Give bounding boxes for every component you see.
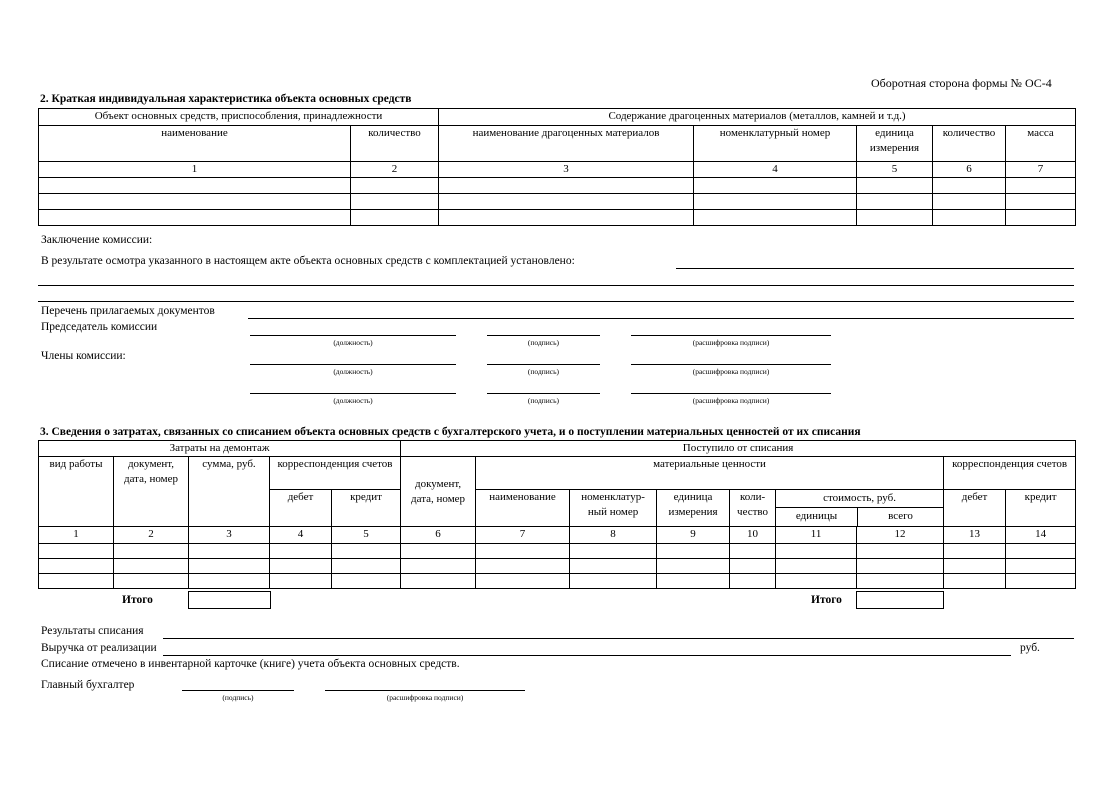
col-name: наименование	[39, 126, 351, 162]
cell[interactable]	[401, 559, 476, 574]
cell[interactable]	[270, 544, 332, 559]
rub-label: руб.	[1020, 642, 1040, 654]
col-material-cost	[776, 490, 944, 527]
cell[interactable]	[401, 574, 476, 589]
caption-position: (должность)	[333, 367, 373, 376]
total-received-box[interactable]	[856, 591, 944, 609]
caption-sign: (подпись)	[222, 693, 254, 702]
cell[interactable]	[351, 194, 439, 210]
member1-position-line[interactable]	[250, 364, 456, 365]
table-row	[39, 194, 1076, 210]
inspection-line-2[interactable]	[38, 285, 1074, 286]
cell[interactable]	[476, 559, 570, 574]
caption-sign: (подпись)	[527, 367, 560, 376]
cell[interactable]	[270, 574, 332, 589]
table-row	[39, 574, 1076, 589]
cell[interactable]	[730, 574, 776, 589]
cell[interactable]	[351, 178, 439, 194]
col-number: 3	[189, 527, 270, 544]
inspection-line[interactable]	[676, 268, 1074, 269]
cell[interactable]	[570, 574, 657, 589]
total-label-costs: Итого	[122, 594, 153, 606]
cell[interactable]	[1006, 178, 1076, 194]
col-number: 8	[570, 527, 657, 544]
caption-decode: (расшифровка подписи)	[692, 396, 770, 405]
table-row	[39, 210, 1076, 226]
col-number: 13	[944, 527, 1006, 544]
col-sum: сумма, руб.	[189, 457, 270, 527]
member1-decode-line[interactable]	[631, 364, 831, 365]
cell[interactable]	[270, 559, 332, 574]
table-row	[39, 559, 1076, 574]
cell[interactable]	[476, 544, 570, 559]
col-nomenclature: номенклатурный номер	[694, 126, 857, 162]
member2-decode-line[interactable]	[631, 393, 831, 394]
cell[interactable]	[857, 210, 933, 226]
cell[interactable]	[694, 194, 857, 210]
col-number: 12	[857, 527, 944, 544]
cell[interactable]	[570, 544, 657, 559]
col-number: 2	[114, 527, 189, 544]
col-doc: документ, дата, номер	[114, 457, 189, 527]
revenue-line[interactable]	[163, 655, 1011, 656]
cell[interactable]	[39, 194, 351, 210]
caption-sign: (подпись)	[527, 396, 560, 405]
cost-header: стоимость, руб.	[776, 490, 943, 508]
col-number: 7	[476, 527, 570, 544]
group-precious-header: Содержание драгоценных материалов (металлов, камней и т.д.)	[439, 109, 1076, 126]
cell[interactable]	[944, 544, 1006, 559]
col-unit-cost: единицы	[776, 508, 858, 526]
cell[interactable]	[39, 574, 114, 589]
col-number: 1	[39, 527, 114, 544]
col-number: 4	[694, 162, 857, 178]
cell[interactable]	[657, 574, 730, 589]
member2-sign-line[interactable]	[487, 393, 600, 394]
col-work: вид работы	[39, 457, 114, 527]
cell[interactable]	[189, 559, 270, 574]
col-total-cost: всего	[888, 510, 913, 522]
cell[interactable]	[933, 210, 1006, 226]
col-number: 4	[270, 527, 332, 544]
col-number: 6	[933, 162, 1006, 178]
cell[interactable]	[857, 574, 944, 589]
cell[interactable]	[857, 559, 944, 574]
member1-sign-line[interactable]	[487, 364, 600, 365]
caption-decode: (расшифровка подписи)	[692, 338, 770, 347]
col-credit: кредит	[332, 490, 401, 527]
cell[interactable]	[776, 574, 857, 589]
cell[interactable]	[730, 559, 776, 574]
cell[interactable]	[933, 194, 1006, 210]
group-received-header: Поступило от списания	[401, 441, 1076, 457]
col-correspondence-2: корреспонденция счетов	[944, 457, 1076, 490]
col-material-unit: единица измерения	[657, 490, 730, 527]
cell[interactable]	[39, 559, 114, 574]
cell[interactable]	[933, 178, 1006, 194]
cell[interactable]	[439, 210, 694, 226]
chairman-label: Председатель комиссии	[41, 321, 158, 333]
col-credit-2: кредит	[1006, 490, 1076, 527]
cell[interactable]	[1006, 194, 1076, 210]
characteristics-table	[38, 108, 1076, 226]
cell[interactable]	[857, 178, 933, 194]
col-debit: дебет	[270, 490, 332, 527]
cell[interactable]	[439, 178, 694, 194]
total-costs-box[interactable]	[188, 591, 271, 609]
cell[interactable]	[401, 544, 476, 559]
table-row	[39, 544, 1076, 559]
col-number: 7	[1006, 162, 1076, 178]
col-number: 6	[401, 527, 476, 544]
cell[interactable]	[857, 194, 933, 210]
cell[interactable]	[39, 210, 351, 226]
cell[interactable]	[776, 559, 857, 574]
col-number: 11	[776, 527, 857, 544]
chief-accountant-label: Главный бухгалтер	[41, 679, 135, 691]
col-number: 3	[439, 162, 694, 178]
cell[interactable]	[944, 559, 1006, 574]
col-debit-2: дебет	[944, 490, 1006, 527]
col-quantity: количество	[351, 126, 439, 162]
cell[interactable]	[1006, 210, 1076, 226]
chief-sign-line[interactable]	[182, 690, 294, 691]
col-precious-name: наименование драгоценных материалов	[439, 126, 694, 162]
col-number: 1	[39, 162, 351, 178]
caption-position: (должность)	[333, 396, 373, 405]
group-costs-header: Затраты на демонтаж	[39, 441, 401, 457]
col-number: 10	[730, 527, 776, 544]
costs-table	[38, 440, 1076, 589]
cell[interactable]	[1006, 574, 1076, 589]
cell[interactable]	[1006, 544, 1076, 559]
col-number: 5	[857, 162, 933, 178]
col-number: 2	[351, 162, 439, 178]
inspection-label: В результате осмотра указанного в настоящем акте объекта основных средств с комплектацией установлено:	[41, 255, 575, 267]
cell[interactable]	[944, 574, 1006, 589]
table-row	[39, 178, 1076, 194]
cost-subheaders	[776, 508, 943, 526]
documents-line[interactable]	[248, 318, 1074, 319]
cell[interactable]	[114, 574, 189, 589]
documents-label: Перечень прилагаемых документов	[41, 305, 215, 317]
col-material-name: наименование	[476, 490, 570, 527]
note-label: Списание отмечено в инвентарной карточке (книге) учета объекта основных средств.	[41, 658, 460, 670]
col-quantity-2: количество	[933, 126, 1006, 162]
section-3-title: 3. Сведения о затратах, связанных со списанием объекта основных средств с бухгалтерского учета, и о поступлении материальных ценностей от их списания	[40, 426, 861, 438]
col-material-nomen: номенклатур-ный номер	[570, 490, 657, 527]
group-object-header: Объект основных средств, приспособления, принадлежности	[39, 109, 439, 126]
cell[interactable]	[857, 544, 944, 559]
cell[interactable]	[730, 544, 776, 559]
cell[interactable]	[39, 178, 351, 194]
caption-decode: (расшифровка подписи)	[386, 693, 464, 702]
col-number: 9	[657, 527, 730, 544]
cell[interactable]	[657, 559, 730, 574]
col-number: 5	[332, 527, 401, 544]
col-materials: материальные ценности	[476, 457, 944, 490]
revenue-label: Выручка от реализации	[41, 642, 157, 654]
chairman-sign-line[interactable]	[487, 335, 600, 336]
col-doc-2: документ, дата, номер	[401, 457, 476, 527]
col-mass: масса	[1006, 126, 1076, 162]
cell[interactable]	[332, 544, 401, 559]
chairman-position-line[interactable]	[250, 335, 456, 336]
cell[interactable]	[39, 544, 114, 559]
total-label-received: Итого	[811, 594, 842, 606]
members-label: Члены комиссии:	[41, 350, 126, 362]
col-material-qty: коли-чество	[730, 490, 776, 527]
cell[interactable]	[694, 178, 857, 194]
cell[interactable]	[332, 574, 401, 589]
cell[interactable]	[776, 544, 857, 559]
cell[interactable]	[189, 574, 270, 589]
col-unit: единица измерения	[857, 126, 933, 162]
form-reference: Оборотная сторона формы № ОС-4	[871, 76, 1052, 90]
cell[interactable]	[439, 194, 694, 210]
inspection-line-3[interactable]	[38, 301, 1074, 302]
col-number: 14	[1006, 527, 1076, 544]
cell[interactable]	[114, 559, 189, 574]
cell[interactable]	[1006, 559, 1076, 574]
cell[interactable]	[189, 544, 270, 559]
member2-position-line[interactable]	[250, 393, 456, 394]
chief-decode-line[interactable]	[325, 690, 525, 691]
col-correspondence: корреспонденция счетов	[270, 457, 401, 490]
chairman-decode-line[interactable]	[631, 335, 831, 336]
section-2-title: 2. Краткая индивидуальная характеристика объекта основных средств	[40, 93, 412, 105]
results-line[interactable]	[163, 638, 1074, 639]
cell[interactable]	[332, 559, 401, 574]
caption-decode: (расшифровка подписи)	[692, 367, 770, 376]
cell[interactable]	[476, 574, 570, 589]
results-label: Результаты списания	[41, 625, 144, 637]
caption-position: (должность)	[333, 338, 373, 347]
cell[interactable]	[114, 544, 189, 559]
cell[interactable]	[351, 210, 439, 226]
cell[interactable]	[657, 544, 730, 559]
conclusion-label: Заключение комиссии:	[41, 234, 153, 246]
cell[interactable]	[570, 559, 657, 574]
cell[interactable]	[694, 210, 857, 226]
caption-sign: (подпись)	[527, 338, 560, 347]
